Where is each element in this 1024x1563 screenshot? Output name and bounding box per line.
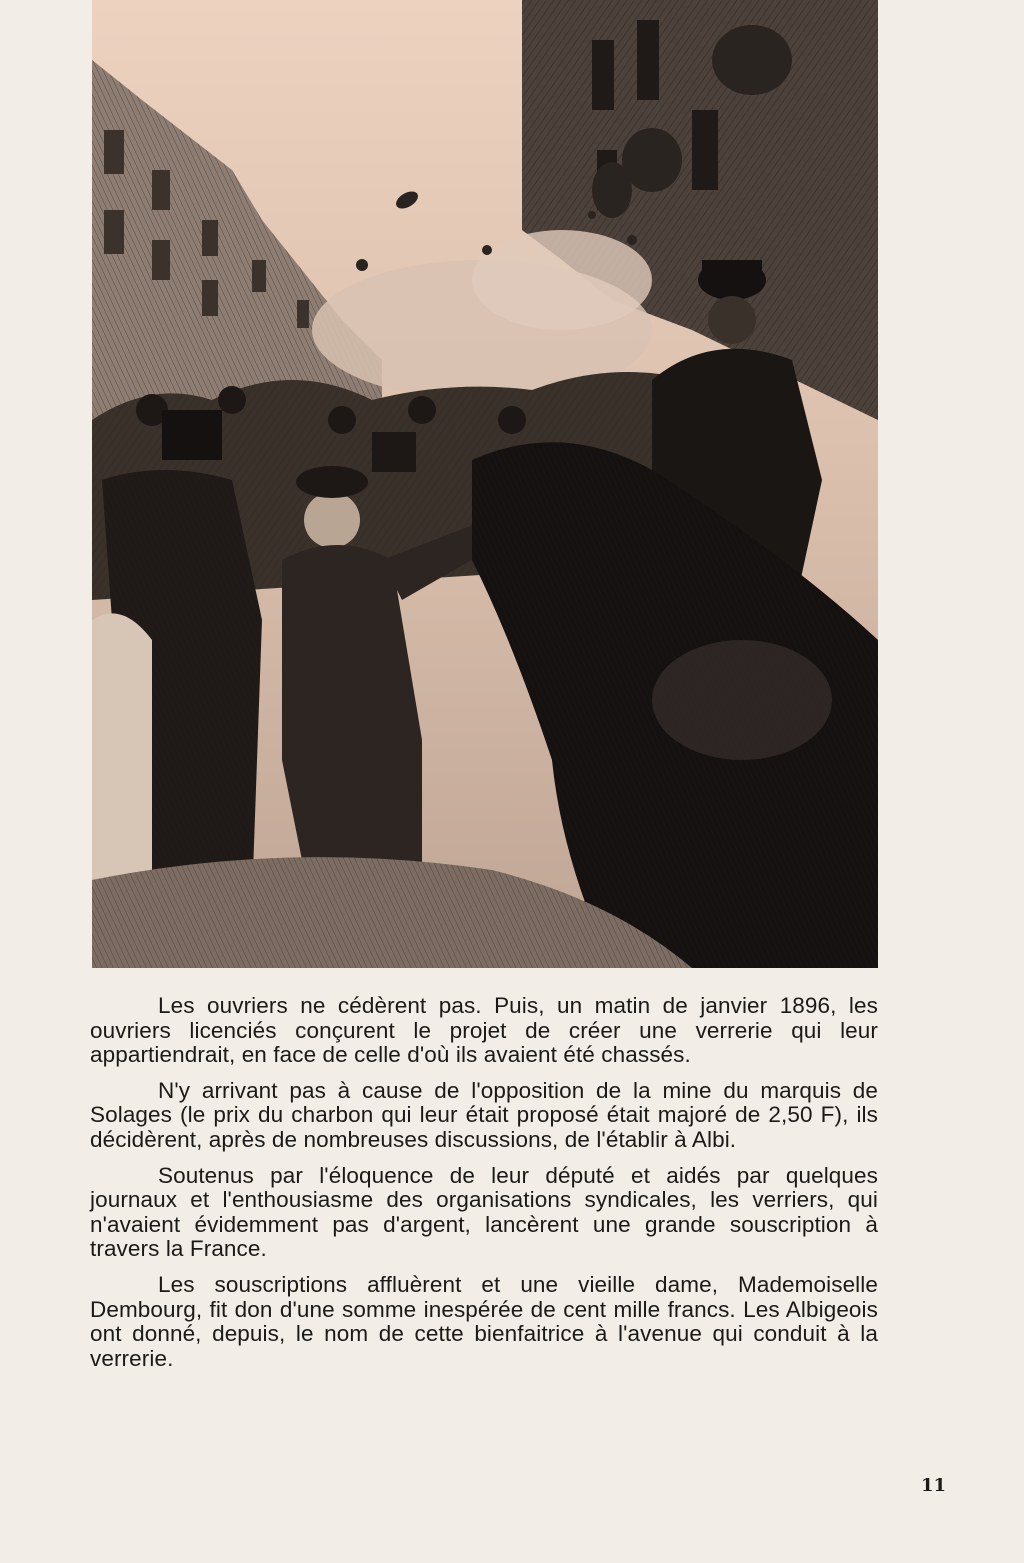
engraving-illustration: [92, 0, 878, 968]
paragraph-2: N'y arrivant pas à cause de l'opposition de la mine du marquis de Solages (le prix du charbon qui leur était proposé était majoré de 2,50 F), ils décidèrent, après de nombreuses discussions, de l'établir à Albi.: [90, 1077, 878, 1152]
woman-left: [92, 613, 152, 900]
street-confrontation-engraving: [92, 0, 878, 968]
page-number: 11: [920, 1475, 946, 1496]
article-text: [90, 994, 878, 1382]
paragraph-1: Les ouvriers ne cédèrent pas. Puis, un matin de janvier 1896, les ouvriers licenciés conçurent le projet de créer une verrerie qui leur appartiendrait, en face de celle d'où ils avaient été chassés.: [90, 993, 878, 1068]
paragraph-4: Les souscriptions affluèrent et une vieille dame, Mademoiselle Dembourg, fit don d'une somme inespérée de cent mille francs. Les Albigeois ont donné, depuis, le nom de cette bienfaitrice à l'avenue qui conduit à la verrerie.: [90, 1271, 878, 1371]
paragraph-3: Soutenus par l'éloquence de leur député et aidés par quelques journaux et l'enthousiasme des organisations syndicales, les verriers, qui n'avaient évidemment pas d'argent, lancèrent une grande souscription à travers la France.: [90, 1162, 878, 1262]
